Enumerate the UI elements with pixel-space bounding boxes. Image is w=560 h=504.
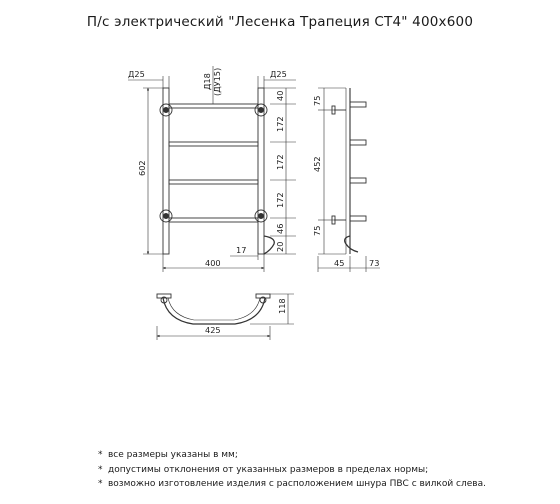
side-rung-2 — [350, 140, 366, 145]
bottom-dim-lines — [157, 294, 294, 340]
side-view — [332, 88, 366, 254]
dim-seg-40: 40 — [275, 90, 285, 101]
dim-right-diameter: Д25 — [270, 69, 287, 79]
dim-bottom-118: 118 — [277, 298, 287, 314]
dim-side-452: 452 — [312, 156, 322, 172]
dim-depth-45: 45 — [334, 258, 345, 268]
dim-depth-73: 73 — [369, 258, 380, 268]
rung-3 — [169, 180, 258, 184]
dim-left-diameter: Д25 — [128, 69, 145, 79]
dim-seg-172c: 172 — [275, 192, 285, 208]
rung-2 — [169, 142, 258, 146]
side-power-cord — [345, 236, 358, 252]
side-rung-4 — [350, 216, 366, 221]
dim-bottom-425: 425 — [205, 325, 221, 335]
note-item: * все размеры указаны в мм; — [98, 450, 238, 460]
dim-height-602: 602 — [137, 160, 147, 176]
notes-list — [98, 448, 486, 492]
side-dim-lines — [318, 88, 380, 272]
power-cord — [264, 236, 274, 254]
mount-flange-top-left — [160, 104, 172, 116]
dim-seg-172a: 172 — [275, 116, 285, 132]
dim-offset-17: 17 — [236, 245, 247, 255]
bottom-view — [157, 294, 270, 324]
side-rung-3 — [350, 178, 366, 183]
side-rung-1 — [350, 102, 366, 107]
dim-width-400: 400 — [205, 258, 221, 268]
dim-seg-46: 46 — [275, 223, 285, 234]
rung-4 — [169, 218, 258, 222]
bottom-rung-inner — [168, 298, 260, 320]
dim-seg-172b: 172 — [275, 154, 285, 170]
dim-side-75-bottom: 75 — [312, 225, 322, 236]
dim-seg-20: 20 — [275, 241, 285, 252]
mount-flange-bottom-right — [255, 210, 267, 222]
mount-flange-top-right — [255, 104, 267, 116]
mount-flange-bottom-left — [160, 210, 172, 222]
rung-1 — [169, 104, 258, 108]
note-item: * возможно изготовление изделия с расположением шнура ПВС с вилкой слева. — [98, 479, 486, 489]
note-item: * допустимы отклонения от указанных размеров в пределах нормы; — [98, 464, 429, 475]
dim-d18: Д18 — [202, 73, 212, 90]
page-title: П/с электрический "Лесенка Трапеция СТ4" 400х600 — [86, 14, 474, 30]
front-view — [160, 88, 274, 254]
dim-side-75-top: 75 — [312, 95, 322, 106]
dim-du15: (ДУ15) — [212, 67, 222, 96]
